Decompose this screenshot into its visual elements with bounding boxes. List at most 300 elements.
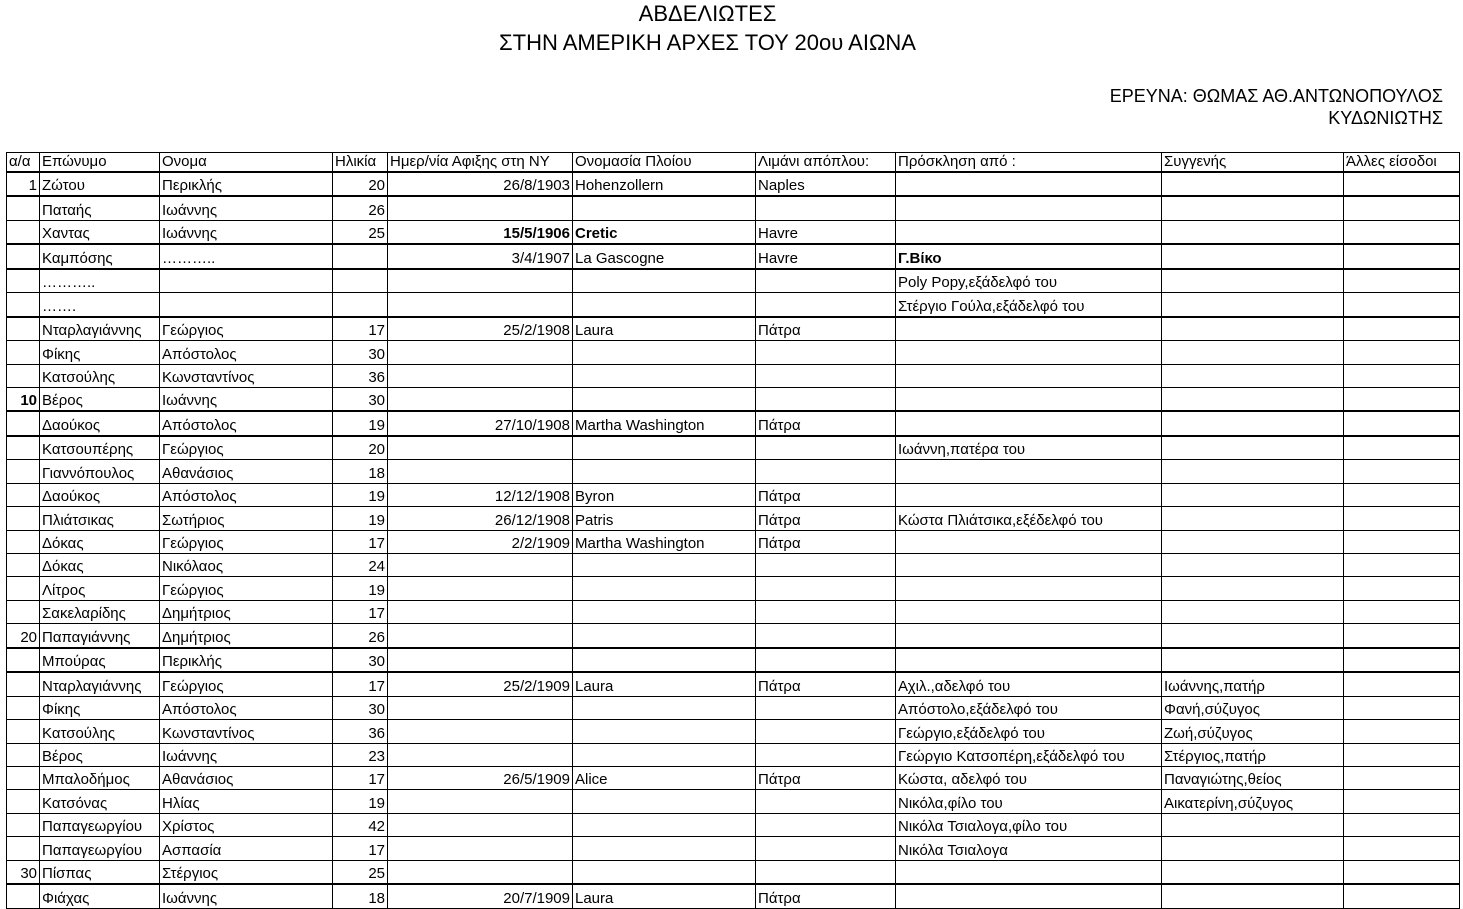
cell-name: Γεώργιος: [160, 317, 333, 341]
cell-ship: Laura: [573, 672, 756, 696]
research-credit-origin: ΚΥΔΩΝΙΩΤΗΣ: [1328, 108, 1443, 128]
cell-surname: Μπούρας: [40, 648, 160, 672]
cell-port: Havre: [756, 220, 896, 244]
cell-surname: Δαούκος: [40, 411, 160, 435]
cell-surname: Κατσούλης: [40, 364, 160, 387]
cell-surname: Γιαννόπουλος: [40, 460, 160, 483]
cell-age: 20: [333, 172, 388, 196]
cell-age: 23: [333, 743, 388, 766]
cell-relative: [1162, 220, 1344, 244]
cell-name: Γεώργιος: [160, 530, 333, 553]
cell-port: Havre: [756, 244, 896, 268]
cell-arrival-date: 26/8/1903: [388, 172, 573, 196]
cell-port: [756, 696, 896, 719]
cell-arrival-date: 20/7/1909: [388, 884, 573, 908]
cell-port: [756, 837, 896, 860]
cell-other-entries: [1344, 196, 1460, 220]
cell-port: [756, 790, 896, 813]
cell-invitation: Νικόλα Τσιαλογα,φίλο του: [896, 813, 1162, 836]
table-row: [7, 672, 1460, 696]
cell-index: [7, 483, 40, 506]
cell-port: [756, 436, 896, 460]
cell-other-entries: [1344, 600, 1460, 623]
cell-ship: [573, 624, 756, 648]
cell-invitation: Στέργιο Γούλα,εξάδελφό του: [896, 293, 1162, 317]
cell-relative: [1162, 196, 1344, 220]
cell-age: 30: [333, 341, 388, 364]
cell-port: [756, 600, 896, 623]
cell-surname: Δόκας: [40, 530, 160, 553]
cell-other-entries: [1344, 411, 1460, 435]
cell-surname: Κατσόνας: [40, 790, 160, 813]
cell-age: 25: [333, 860, 388, 884]
cell-index: 10: [7, 387, 40, 411]
cell-invitation: [896, 860, 1162, 884]
col-header-invitation: Πρόσκληση από :: [896, 153, 1162, 173]
cell-name: Στέργιος: [160, 860, 333, 884]
cell-surname: Βέρος: [40, 743, 160, 766]
cell-name: Περικλής: [160, 648, 333, 672]
cell-ship: Martha Washington: [573, 411, 756, 435]
cell-port: Naples: [756, 172, 896, 196]
cell-other-entries: [1344, 884, 1460, 908]
cell-age: 19: [333, 483, 388, 506]
cell-index: [7, 436, 40, 460]
cell-ship: [573, 600, 756, 623]
cell-surname: Κατσούλης: [40, 720, 160, 743]
table-row: [7, 387, 1460, 411]
cell-relative: [1162, 364, 1344, 387]
cell-port: Πάτρα: [756, 411, 896, 435]
cell-surname: Παπαγεωργίου: [40, 813, 160, 836]
cell-port: [756, 460, 896, 483]
cell-ship: [573, 196, 756, 220]
table-row: [7, 507, 1460, 530]
cell-age: 19: [333, 411, 388, 435]
cell-invitation: Ιωάννη,πατέρα του: [896, 436, 1162, 460]
cell-index: [7, 460, 40, 483]
cell-ship: [573, 436, 756, 460]
cell-port: Πάτρα: [756, 317, 896, 341]
cell-index: [7, 790, 40, 813]
cell-ship: Martha Washington: [573, 530, 756, 553]
cell-arrival-date: [388, 269, 573, 293]
cell-name: Κωνσταντίνος: [160, 364, 333, 387]
cell-invitation: Γεώργιο,εξάδελφό του: [896, 720, 1162, 743]
cell-other-entries: [1344, 269, 1460, 293]
cell-port: [756, 860, 896, 884]
cell-invitation: [896, 600, 1162, 623]
cell-arrival-date: 15/5/1906: [388, 220, 573, 244]
cell-arrival-date: 3/4/1907: [388, 244, 573, 268]
cell-relative: [1162, 884, 1344, 908]
col-header-index: α/α: [7, 153, 40, 173]
table-row: [7, 790, 1460, 813]
cell-port: [756, 648, 896, 672]
cell-relative: Ζωή,σύζυγος: [1162, 720, 1344, 743]
cell-arrival-date: [388, 790, 573, 813]
cell-age: 17: [333, 837, 388, 860]
cell-age: 25: [333, 220, 388, 244]
cell-other-entries: [1344, 317, 1460, 341]
cell-other-entries: [1344, 577, 1460, 600]
table-row: [7, 172, 1460, 196]
cell-port: Πάτρα: [756, 507, 896, 530]
cell-port: Πάτρα: [756, 483, 896, 506]
cell-relative: Στέργιος,πατήρ: [1162, 743, 1344, 766]
cell-arrival-date: [388, 554, 573, 577]
cell-ship: Laura: [573, 317, 756, 341]
cell-surname: Λίτρος: [40, 577, 160, 600]
table-row: [7, 837, 1460, 860]
cell-name: Αθανάσιος: [160, 766, 333, 789]
cell-port: [756, 341, 896, 364]
table-row: [7, 244, 1460, 268]
document-title: ΑΒΔΕΛΙΩΤΕΣ: [638, 1, 777, 26]
cell-relative: [1162, 507, 1344, 530]
cell-other-entries: [1344, 624, 1460, 648]
cell-arrival-date: [388, 293, 573, 317]
cell-age: 19: [333, 790, 388, 813]
cell-index: 30: [7, 860, 40, 884]
col-header-other-entries: Άλλες είσοδοι: [1344, 153, 1460, 173]
cell-name: Απόστολος: [160, 696, 333, 719]
cell-surname: Νταρλαγιάννης: [40, 672, 160, 696]
cell-name: Ασπασία: [160, 837, 333, 860]
cell-age: [333, 244, 388, 268]
cell-ship: [573, 837, 756, 860]
cell-index: [7, 837, 40, 860]
cell-index: [7, 317, 40, 341]
cell-relative: [1162, 860, 1344, 884]
document-subtitle: ΣΤΗΝ ΑΜΕΡΙΚΗ ΑΡΧΕΣ ΤΟΥ 20ου ΑΙΩΝΑ: [499, 30, 916, 55]
cell-index: 1: [7, 172, 40, 196]
cell-age: 19: [333, 507, 388, 530]
cell-other-entries: [1344, 648, 1460, 672]
col-header-relative: Συγγενής: [1162, 153, 1344, 173]
cell-invitation: [896, 884, 1162, 908]
cell-surname: Βέρος: [40, 387, 160, 411]
cell-age: [333, 293, 388, 317]
cell-arrival-date: [388, 648, 573, 672]
cell-port: [756, 743, 896, 766]
cell-index: [7, 341, 40, 364]
cell-port: Πάτρα: [756, 530, 896, 553]
cell-other-entries: [1344, 860, 1460, 884]
cell-ship: Patris: [573, 507, 756, 530]
cell-surname: Μπαλοδήμος: [40, 766, 160, 789]
table-row: [7, 220, 1460, 244]
cell-age: 30: [333, 648, 388, 672]
cell-index: [7, 884, 40, 908]
cell-relative: Ιωάννης,πατήρ: [1162, 672, 1344, 696]
cell-arrival-date: [388, 837, 573, 860]
cell-other-entries: [1344, 220, 1460, 244]
cell-port: [756, 364, 896, 387]
cell-age: 36: [333, 720, 388, 743]
cell-relative: [1162, 293, 1344, 317]
cell-surname: Σακελαρίδης: [40, 600, 160, 623]
cell-invitation: [896, 364, 1162, 387]
cell-surname: Δαούκος: [40, 483, 160, 506]
cell-age: 19: [333, 577, 388, 600]
cell-age: 24: [333, 554, 388, 577]
cell-other-entries: [1344, 387, 1460, 411]
table-row: [7, 860, 1460, 884]
immigrants-table: [6, 152, 1460, 909]
cell-surname: Φίκης: [40, 341, 160, 364]
cell-ship: Hohenzollern: [573, 172, 756, 196]
table-row: [7, 743, 1460, 766]
cell-arrival-date: [388, 577, 573, 600]
cell-invitation: Νικόλα,φίλο του: [896, 790, 1162, 813]
table-row: [7, 720, 1460, 743]
cell-invitation: [896, 460, 1162, 483]
cell-relative: [1162, 269, 1344, 293]
cell-name: Ιωάννης: [160, 743, 333, 766]
cell-name: Κωνσταντίνος: [160, 720, 333, 743]
col-header-name: Ονομα: [160, 153, 333, 173]
table-row: [7, 648, 1460, 672]
table-row: [7, 411, 1460, 435]
cell-name: Απόστολος: [160, 483, 333, 506]
cell-index: [7, 411, 40, 435]
cell-ship: [573, 554, 756, 577]
cell-other-entries: [1344, 364, 1460, 387]
col-header-arrival-date: Ημερ/νία Αφιξης στη ΝΥ: [388, 153, 573, 173]
table-row: [7, 269, 1460, 293]
cell-surname: ………..: [40, 269, 160, 293]
cell-other-entries: [1344, 837, 1460, 860]
cell-port: [756, 577, 896, 600]
cell-invitation: [896, 172, 1162, 196]
col-header-port: Λιμάνι απόπλου:: [756, 153, 896, 173]
cell-port: [756, 293, 896, 317]
cell-other-entries: [1344, 460, 1460, 483]
cell-index: [7, 507, 40, 530]
cell-surname: Φίκης: [40, 696, 160, 719]
cell-ship: La Gascogne: [573, 244, 756, 268]
cell-name: [160, 293, 333, 317]
cell-name: ………..: [160, 244, 333, 268]
cell-arrival-date: [388, 364, 573, 387]
cell-arrival-date: 2/2/1909: [388, 530, 573, 553]
cell-other-entries: [1344, 293, 1460, 317]
cell-port: [756, 269, 896, 293]
table-row: [7, 293, 1460, 317]
cell-invitation: Κώστα, αδελφό του: [896, 766, 1162, 789]
cell-arrival-date: 27/10/1908: [388, 411, 573, 435]
table-row: [7, 696, 1460, 719]
cell-port: Πάτρα: [756, 672, 896, 696]
cell-name: Γεώργιος: [160, 577, 333, 600]
table-row: [7, 364, 1460, 387]
table-row: [7, 624, 1460, 648]
cell-relative: [1162, 436, 1344, 460]
cell-surname: Φιάχας: [40, 884, 160, 908]
cell-relative: [1162, 317, 1344, 341]
cell-name: Χρίστος: [160, 813, 333, 836]
cell-age: 18: [333, 460, 388, 483]
cell-surname: Παπαγεωργίου: [40, 837, 160, 860]
table-row: [7, 460, 1460, 483]
cell-name: Αθανάσιος: [160, 460, 333, 483]
cell-ship: Laura: [573, 884, 756, 908]
cell-arrival-date: [388, 696, 573, 719]
cell-arrival-date: [388, 196, 573, 220]
cell-surname: Παπαγιάννης: [40, 624, 160, 648]
cell-ship: [573, 743, 756, 766]
cell-other-entries: [1344, 341, 1460, 364]
cell-name: Ιωάννης: [160, 196, 333, 220]
cell-other-entries: [1344, 244, 1460, 268]
cell-index: [7, 244, 40, 268]
cell-relative: [1162, 554, 1344, 577]
col-header-ship: Ονομασία Πλοίου: [573, 153, 756, 173]
cell-invitation: [896, 196, 1162, 220]
cell-age: 17: [333, 766, 388, 789]
cell-index: [7, 720, 40, 743]
cell-arrival-date: [388, 600, 573, 623]
cell-surname: Καμπόσης: [40, 244, 160, 268]
cell-ship: [573, 813, 756, 836]
cell-index: 20: [7, 624, 40, 648]
table-row: [7, 317, 1460, 341]
cell-index: [7, 530, 40, 553]
cell-ship: [573, 293, 756, 317]
cell-invitation: Κώστα Πλιάτσικα,εξέδελφό του: [896, 507, 1162, 530]
cell-age: 17: [333, 317, 388, 341]
cell-port: [756, 387, 896, 411]
table-row: [7, 483, 1460, 506]
cell-other-entries: [1344, 766, 1460, 789]
cell-name: [160, 269, 333, 293]
research-credit: ΕΡΕΥΝΑ: ΘΩΜΑΣ ΑΘ.ΑΝΤΩΝΟΠΟΥΛΟΣ: [1109, 86, 1443, 106]
cell-port: Πάτρα: [756, 766, 896, 789]
cell-other-entries: [1344, 720, 1460, 743]
cell-index: [7, 672, 40, 696]
cell-name: Σωτήριος: [160, 507, 333, 530]
cell-arrival-date: 26/12/1908: [388, 507, 573, 530]
cell-other-entries: [1344, 672, 1460, 696]
table-row: [7, 554, 1460, 577]
cell-index: [7, 269, 40, 293]
cell-name: Γεώργιος: [160, 436, 333, 460]
cell-other-entries: [1344, 696, 1460, 719]
cell-invitation: [896, 577, 1162, 600]
cell-ship: Byron: [573, 483, 756, 506]
cell-surname: Ζώτου: [40, 172, 160, 196]
cell-arrival-date: [388, 387, 573, 411]
cell-relative: [1162, 577, 1344, 600]
cell-other-entries: [1344, 790, 1460, 813]
table-row: [7, 884, 1460, 908]
cell-name: Ηλίας: [160, 790, 333, 813]
cell-other-entries: [1344, 483, 1460, 506]
cell-relative: [1162, 483, 1344, 506]
cell-invitation: [896, 341, 1162, 364]
cell-arrival-date: 25/2/1908: [388, 317, 573, 341]
cell-name: Γεώργιος: [160, 672, 333, 696]
col-header-age: Ηλικία: [333, 153, 388, 173]
cell-ship: [573, 860, 756, 884]
cell-invitation: Νικόλα Τσιαλογα: [896, 837, 1162, 860]
cell-relative: [1162, 530, 1344, 553]
cell-ship: [573, 720, 756, 743]
cell-relative: [1162, 411, 1344, 435]
cell-port: [756, 196, 896, 220]
cell-ship: [573, 341, 756, 364]
cell-invitation: Γεώργιο Κατσοπέρη,εξάδελφό του: [896, 743, 1162, 766]
cell-age: 26: [333, 624, 388, 648]
cell-arrival-date: 12/12/1908: [388, 483, 573, 506]
cell-other-entries: [1344, 530, 1460, 553]
table-row: [7, 341, 1460, 364]
cell-ship: Alice: [573, 766, 756, 789]
cell-invitation: [896, 483, 1162, 506]
table-row: [7, 436, 1460, 460]
cell-arrival-date: [388, 460, 573, 483]
cell-invitation: Poly Popy,εξάδελφό του: [896, 269, 1162, 293]
cell-other-entries: [1344, 172, 1460, 196]
cell-arrival-date: [388, 436, 573, 460]
cell-other-entries: [1344, 813, 1460, 836]
cell-invitation: [896, 387, 1162, 411]
cell-name: Απόστολος: [160, 341, 333, 364]
cell-other-entries: [1344, 507, 1460, 530]
cell-invitation: [896, 317, 1162, 341]
cell-invitation: [896, 411, 1162, 435]
cell-relative: [1162, 624, 1344, 648]
table-row: [7, 600, 1460, 623]
cell-invitation: [896, 648, 1162, 672]
cell-age: 30: [333, 696, 388, 719]
cell-surname: Χαντας: [40, 220, 160, 244]
cell-arrival-date: [388, 341, 573, 364]
cell-name: Περικλής: [160, 172, 333, 196]
cell-index: [7, 600, 40, 623]
cell-ship: [573, 387, 756, 411]
cell-age: 17: [333, 672, 388, 696]
cell-ship: [573, 577, 756, 600]
cell-relative: [1162, 460, 1344, 483]
cell-age: 18: [333, 884, 388, 908]
table-row: [7, 530, 1460, 553]
cell-index: [7, 554, 40, 577]
cell-ship: [573, 460, 756, 483]
cell-index: [7, 196, 40, 220]
cell-other-entries: [1344, 554, 1460, 577]
cell-name: Ιωάννης: [160, 220, 333, 244]
cell-invitation: [896, 554, 1162, 577]
cell-relative: Φανή,σύζυγος: [1162, 696, 1344, 719]
cell-age: 17: [333, 600, 388, 623]
cell-index: [7, 364, 40, 387]
cell-other-entries: [1344, 436, 1460, 460]
cell-relative: [1162, 244, 1344, 268]
cell-name: Δημήτριος: [160, 624, 333, 648]
cell-relative: Αικατερίνη,σύζυγος: [1162, 790, 1344, 813]
cell-relative: [1162, 648, 1344, 672]
cell-relative: [1162, 341, 1344, 364]
cell-ship: [573, 648, 756, 672]
cell-arrival-date: [388, 813, 573, 836]
cell-index: [7, 696, 40, 719]
cell-arrival-date: 25/2/1909: [388, 672, 573, 696]
cell-surname: Νταρλαγιάννης: [40, 317, 160, 341]
cell-surname: Κατσουπέρης: [40, 436, 160, 460]
cell-age: 30: [333, 387, 388, 411]
